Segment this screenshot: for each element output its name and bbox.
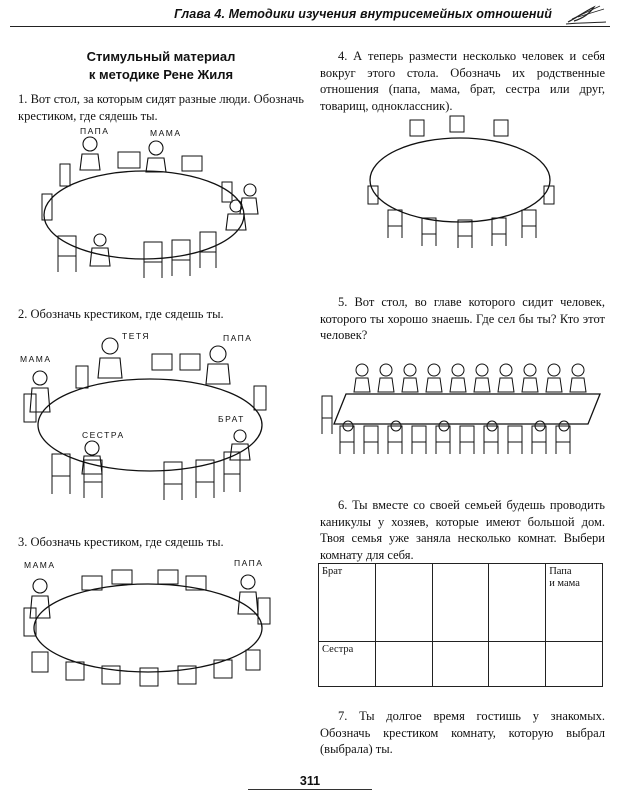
- stimulus-title: [18, 48, 304, 84]
- task7-text: 7. Ты долгое время гостишь у знакомых. Обозначь крестиком комнату, которую выбрал (выбрала) ты.: [320, 709, 605, 756]
- room-parents[interactable]: [546, 564, 603, 642]
- room-sister-label: Сестра: [322, 643, 354, 655]
- room-brother[interactable]: [319, 564, 376, 642]
- task5-text: 5. Вот стол, во главе которого сидит человек, которого ты хорошо знаешь. Где сел бы ты? Кто этот человек?: [320, 295, 605, 342]
- left-column: [18, 40, 304, 124]
- room-empty[interactable]: [546, 641, 603, 686]
- room-empty[interactable]: [489, 564, 546, 642]
- figure-task3-round-table[interactable]: [18, 552, 278, 692]
- stimulus-title-line1: Стимульный материал: [86, 49, 236, 64]
- figure-task2-round-table[interactable]: [18, 322, 278, 502]
- label-papa: ПАПА: [234, 558, 264, 568]
- figure-task4-empty-oval-table[interactable]: [360, 114, 580, 262]
- figure-task1-round-table[interactable]: [22, 120, 282, 285]
- label-mama: МАМА: [20, 354, 52, 364]
- room-sister[interactable]: [319, 641, 376, 686]
- label-papa: ПАПА: [80, 126, 110, 136]
- page-number-rule: [248, 789, 372, 790]
- quill-icon: [564, 4, 608, 31]
- label-brother: БРАТ: [218, 414, 245, 424]
- task6-text: 6. Ты вместе со своей семьей будешь проводить каникулы у хозяев, которые имеют большой дом. Твоя семья уже заняла несколько комнат. Выбери комнату для себя.: [320, 498, 605, 562]
- room-parents-label-line2: и мама: [549, 578, 580, 589]
- task3-text: 3. Обозначь крестиком, где сядешь ты.: [18, 535, 224, 549]
- stimulus-title-line2: к методике Рене Жиля: [88, 67, 234, 82]
- running-header: [10, 4, 610, 27]
- room-empty[interactable]: [432, 564, 489, 642]
- room-parents-label-line1: Папа: [549, 566, 572, 577]
- chapter-heading: [174, 7, 552, 21]
- task2-text: 2. Обозначь крестиком, где сядешь ты.: [18, 307, 224, 321]
- label-mama: МАМА: [150, 128, 182, 138]
- room-empty[interactable]: [432, 641, 489, 686]
- room-empty[interactable]: [375, 641, 432, 686]
- room-empty[interactable]: [375, 564, 432, 642]
- page-number: 311: [299, 774, 321, 788]
- chapter-title: Методики изучения внутрисемейных отношений: [228, 7, 552, 21]
- chapter-label: Глава 4.: [174, 7, 226, 21]
- label-aunt: ТЕТЯ: [122, 331, 151, 341]
- room-empty[interactable]: [489, 641, 546, 686]
- figure-task5-long-table[interactable]: [320, 360, 606, 460]
- rooms-grid: [318, 563, 603, 687]
- label-mama: МАМА: [24, 560, 56, 570]
- room-brother-label: Брат: [322, 566, 343, 577]
- label-papa: ПАПА: [223, 333, 253, 343]
- task1-text: 1. Вот стол, за которым сидят разные люди. Обозначь крестиком, где сядешь ты.: [18, 92, 304, 123]
- task4-text: 4. А теперь размести несколько человек и себя вокруг этого стола. Обозначь их родственные отношения (папа, мама, брат, сестра или друг, товарищ, одноклассник).: [320, 49, 605, 113]
- label-sister: СЕСТРА: [82, 430, 125, 440]
